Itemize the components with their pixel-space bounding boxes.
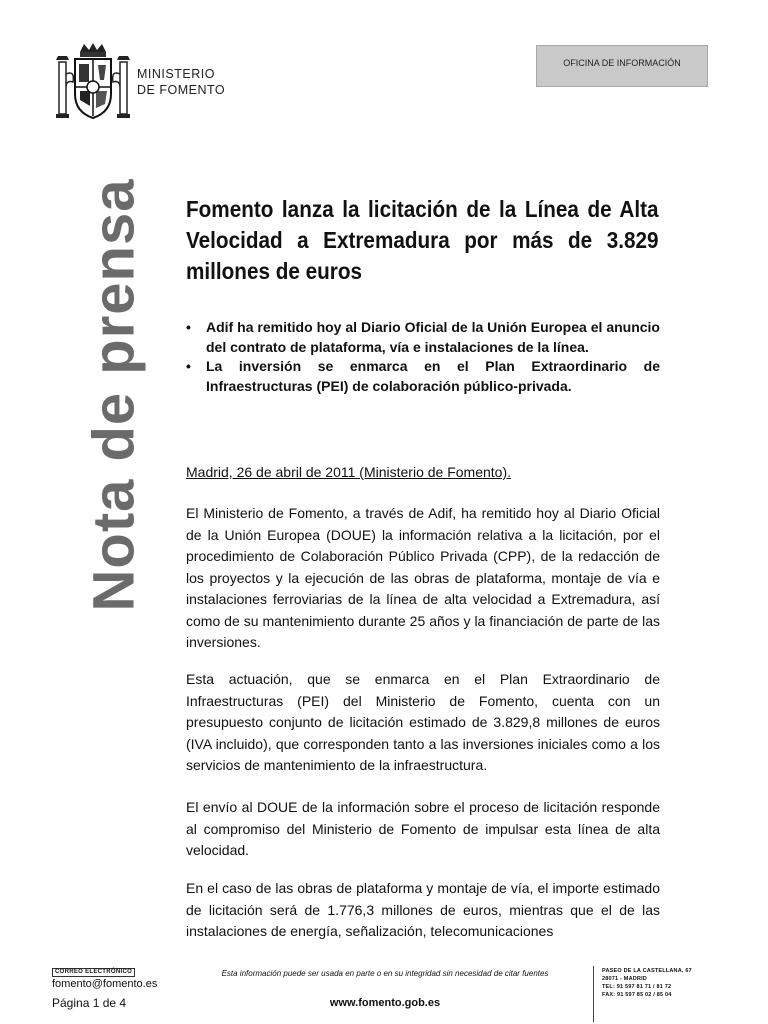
phone-number: TEL: 91 597 81 71 / 81 72 <box>602 984 672 990</box>
side-title-text: Nota de prensa <box>81 178 147 612</box>
ministry-line-2: DE FOMENTO <box>137 83 226 97</box>
usage-disclaimer: Esta información puede ser usada en parte o en su integridad sin necesidad de citar fuentes <box>221 969 549 978</box>
side-title <box>74 178 154 612</box>
email-label: CORREO ELECTRÓNICO <box>52 968 135 977</box>
contact-email[interactable]: fomento@fomento.es <box>52 978 158 990</box>
headline: Fomento lanza la licitación de la Línea de Alta Velocidad a Extremadura por más de 3.829 millones de euros <box>186 196 659 284</box>
bullet-item: • Adif ha remitido hoy al Diario Oficial de la Unión Europea el anuncio del contrato de plataforma, vía e instalaciones de la línea. <box>186 318 660 357</box>
address-line: 28071 - MADRID <box>602 976 647 982</box>
postal-address <box>602 967 692 999</box>
coat-of-arms-icon <box>53 42 133 124</box>
body-paragraph: En el caso de las obras de plataforma y montaje de vía, el importe estimado de licitación será de 1.776,3 millones de euros, mientras que el de las instalaciones de energía, señalización, telecomunicaciones <box>186 880 660 939</box>
body-paragraph: Esta actuación, que se enmarca en el Plan Extraordinario de Infraestructuras (PEI) del Ministerio de Fomento, cuenta con un presupuesto conjunto de licitación estimado de 3.829,8 millones de euros (IVA incluido), que corresponden tanto a las inversiones iniciales como a los servicios de mantenimiento de la infraestructura. <box>186 671 660 773</box>
ministry-name <box>137 66 225 98</box>
ministry-line-1: MINISTERIO <box>137 67 215 81</box>
body-paragraph: El Ministerio de Fomento, a través de Adif, ha remitido hoy al Diario Oficial de la Unión Europea (DOUE) la información relativa a la licitación, por el procedimiento de Colaboración Público Privada (CPP), de la redacción de los proyectos y la ejecución de las obras de plataforma, montaje de vía e instalaciones ferroviarias de la línea de alta velocidad a Extremadura, así como de su mantenimiento durante 25 años y la financiación de parte de las inversiones. <box>186 505 660 650</box>
office-label: OFICINA DE INFORMACIÓN <box>536 45 708 87</box>
bullet-item: • La inversión se enmarca en el Plan Extraordinario de Infraestructuras (PEI) de colaboración público-privada. <box>186 357 660 396</box>
footer-divider <box>593 966 594 1022</box>
page-number: Página 1 de 4 <box>52 996 127 1010</box>
address-line: PASEO DE LA CASTELLANA, 67 <box>602 968 692 974</box>
website-link[interactable]: www.fomento.gob.es <box>329 997 441 1009</box>
body-paragraph: El envío al DOUE de la información sobre el proceso de licitación responde al compromiso del Ministerio de Fomento de impulsar esta línea de alta velocidad. <box>186 799 660 858</box>
fax-number: FAX: 91 597 85 02 / 85 04 <box>602 992 672 998</box>
summary-bullets <box>186 318 660 396</box>
dateline: Madrid, 26 de abril de 2011 (Ministerio de Fomento). <box>186 464 512 480</box>
